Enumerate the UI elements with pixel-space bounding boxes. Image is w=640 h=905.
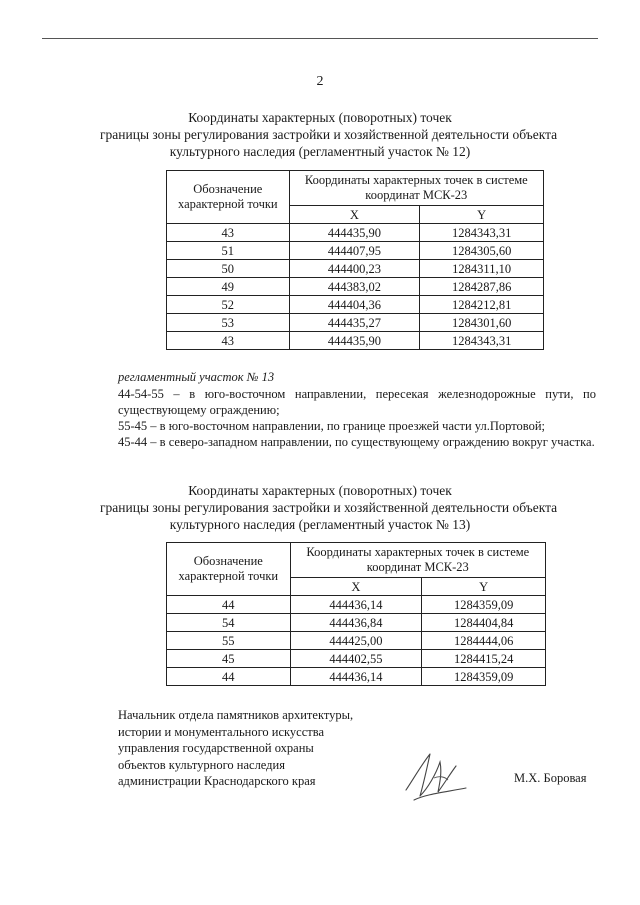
table-row [167, 668, 546, 686]
x-cell: 444404,36 [289, 296, 420, 314]
x-cell: 444425,00 [290, 632, 422, 650]
table-row [167, 278, 544, 296]
coordinates-group-header [290, 543, 545, 578]
y-cell: 1284287,86 [420, 278, 544, 296]
x-column-header: X [289, 206, 420, 224]
x-cell: 444435,90 [289, 332, 420, 350]
page-number: 2 [316, 74, 324, 89]
table-row [167, 332, 544, 350]
coordinates-table-13 [166, 542, 546, 686]
y-cell: 1284343,31 [420, 332, 544, 350]
y-cell: 1284444,06 [422, 632, 546, 650]
table2-heading [100, 482, 558, 533]
y-cell: 1284212,81 [420, 296, 544, 314]
point-label-header-line: характерной точки [178, 569, 279, 583]
boundary-line: 55-45 – в юго-восточном направлении, по границе проезжей части ул.Портовой; [118, 419, 546, 433]
signatory-title-line: управления государственной охраны [118, 741, 314, 755]
coordinates-table-12 [166, 170, 544, 350]
y-cell: 1284359,09 [422, 668, 546, 686]
point-label-header-line: Обозначение [193, 554, 263, 568]
point-label-header-line: Обозначение [193, 182, 263, 196]
point-cell: 55 [167, 632, 291, 650]
point-label-header [167, 171, 290, 224]
signature-block [118, 707, 353, 790]
x-cell: 444435,27 [289, 314, 420, 332]
point-cell: 52 [167, 296, 290, 314]
point-cell: 44 [167, 596, 291, 614]
y-cell: 1284359,09 [422, 596, 546, 614]
signatory-title-line: объектов культурного наследия [118, 757, 285, 772]
y-column-header: Y [420, 206, 544, 224]
table2-heading-line: Координаты характерных (поворотных) точек [188, 483, 452, 498]
table-row [167, 296, 544, 314]
point-cell: 44 [167, 668, 291, 686]
table-row [167, 242, 544, 260]
table-row [167, 632, 546, 650]
table1-heading [100, 109, 558, 160]
table1-heading-line: Координаты характерных (поворотных) точек [188, 110, 452, 125]
coordinates-group-header-line: Координаты характерных точек в системе [304, 173, 528, 187]
table2-heading-line: границы зоны регулирования застройки и хозяйственной деятельности объекта [100, 500, 558, 515]
table-row [167, 596, 546, 614]
boundary-description [118, 386, 596, 450]
point-cell: 45 [167, 650, 291, 668]
signatory-title-line: администрации Краснодарского края [118, 774, 316, 788]
point-cell: 43 [167, 224, 290, 242]
point-label-header [167, 543, 291, 596]
point-cell: 54 [167, 614, 291, 632]
table2-heading-line: культурного наследия (регламентный участок № 13) [169, 517, 471, 532]
x-cell: 444383,02 [289, 278, 420, 296]
signatory-title-line: истории и монументального искусства [118, 724, 325, 739]
x-cell: 444436,84 [290, 614, 422, 632]
point-cell: 51 [167, 242, 290, 260]
y-cell: 1284404,84 [422, 614, 546, 632]
x-cell: 444407,95 [289, 242, 420, 260]
y-cell: 1284301,60 [420, 314, 544, 332]
y-cell: 1284311,10 [420, 260, 544, 278]
y-cell: 1284415,24 [422, 650, 546, 668]
point-cell: 53 [167, 314, 290, 332]
boundary-line: 45-44 – в северо-западном направлении, по существующему ограждению вокруг участка. [118, 435, 595, 449]
x-cell: 444436,14 [290, 668, 422, 686]
point-label-header-line: характерной точки [177, 197, 278, 211]
coordinates-group-header [289, 171, 543, 206]
y-cell: 1284305,60 [420, 242, 544, 260]
table1-heading-line: границы зоны регулирования застройки и хозяйственной деятельности объекта [100, 127, 558, 142]
y-column-header: Y [422, 578, 546, 596]
coordinates-group-header-line: координат МСК-23 [365, 188, 468, 202]
handwritten-signature [400, 748, 472, 804]
table-row [167, 224, 544, 242]
section-label: регламентный участок № 13 [118, 370, 275, 384]
x-cell: 444400,23 [289, 260, 420, 278]
point-cell: 49 [167, 278, 290, 296]
table-row [167, 314, 544, 332]
x-cell: 444402,55 [290, 650, 422, 668]
y-cell: 1284343,31 [420, 224, 544, 242]
table1-heading-line: культурного наследия (регламентный участок № 12) [169, 144, 471, 159]
table-row [167, 260, 544, 278]
top-rule [42, 38, 598, 39]
x-cell: 444436,14 [290, 596, 422, 614]
signatory-title-line: Начальник отдела памятников архитектуры, [118, 708, 354, 722]
signer-name: М.Х. Боровая [514, 771, 587, 785]
table-row [167, 614, 546, 632]
x-column-header: X [290, 578, 422, 596]
boundary-line: 44-54-55 – в юго-восточном направлении, пересекая железнодорожные пути, по существующему ограждению; [118, 387, 596, 417]
coordinates-group-header-line: координат МСК-23 [366, 560, 469, 574]
coordinates-group-header-line: Координаты характерных точек в системе [306, 545, 530, 559]
point-cell: 50 [167, 260, 290, 278]
table-row [167, 650, 546, 668]
point-cell: 43 [167, 332, 290, 350]
x-cell: 444435,90 [289, 224, 420, 242]
